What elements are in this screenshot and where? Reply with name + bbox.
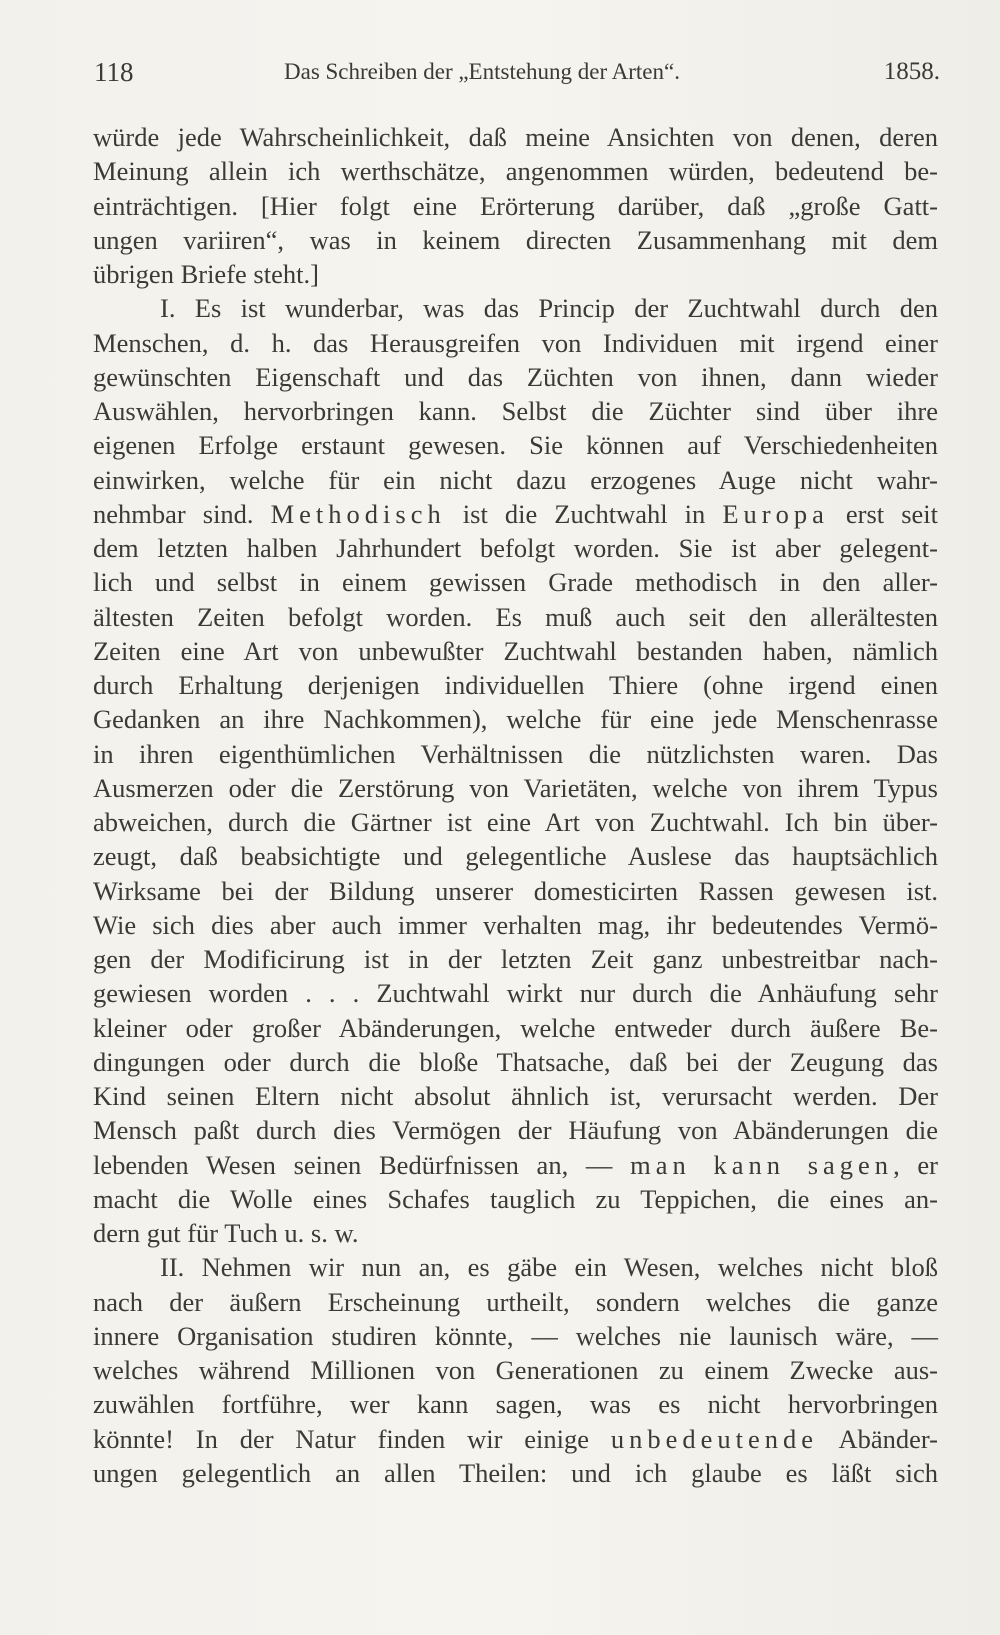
- spaced-emphasis-text: man kann sagen: [630, 1149, 894, 1180]
- text-segment: Wie sich dies aber auch immer verhalten mag, ihr bedeutendes Vermö-: [93, 909, 938, 940]
- text-line: [93, 291, 938, 325]
- text-line: [93, 702, 938, 736]
- text-line: [93, 463, 938, 497]
- text-line: [93, 257, 938, 291]
- text-line: [93, 668, 938, 702]
- text-segment: einwirken, welche für ein nicht dazu erzogenes Auge nicht wahr-: [93, 464, 938, 495]
- text-segment: nach der äußern Erscheinung urtheilt, sondern welches die ganze: [93, 1286, 938, 1317]
- text-segment: gewünschten Eigenschaft und das Züchten von ihnen, dann wieder: [93, 361, 938, 392]
- text-segment: erst seit: [828, 498, 938, 529]
- text-segment: Abänder-: [818, 1423, 938, 1454]
- text-segment: ist die Zuchtwahl in: [445, 498, 723, 529]
- text-segment: lich und selbst in einem gewissen Grade methodisch in den aller-: [93, 567, 938, 598]
- text-line: [93, 1011, 938, 1045]
- text-line: [93, 428, 938, 462]
- text-line: [93, 1250, 938, 1284]
- text-segment: nehmbar sind.: [93, 498, 271, 529]
- text-segment: lebenden Wesen seinen Bedürfnissen an, —: [93, 1149, 631, 1180]
- text-segment: dern gut für Tuch u. s. w.: [93, 1218, 359, 1248]
- text-line: [93, 908, 938, 942]
- body-text: [93, 120, 938, 1490]
- text-segment: II. Nehmen wir nun an, es gäbe ein Wesen, welches nicht bloß: [160, 1252, 938, 1283]
- text-segment: Ausmerzen oder die Zerstörung von Varietäten, welche von ihrem Typus: [93, 772, 938, 803]
- text-line: [93, 326, 938, 360]
- text-line: [93, 942, 938, 976]
- text-segment: Menschen, d. h. das Herausgreifen von Individuen mit irgend einer: [93, 327, 938, 358]
- text-line: [93, 1045, 938, 1079]
- text-line: [93, 737, 938, 771]
- text-line: [93, 874, 938, 908]
- text-segment: Kind seinen Eltern nicht absolut ähnlich ist, verursacht werden. Der: [93, 1081, 938, 1111]
- text-segment: dem letzten halben Jahrhundert befolgt worden. Sie ist aber gelegent-: [93, 533, 938, 563]
- page-number: 118: [94, 57, 134, 87]
- text-line: [93, 1319, 938, 1353]
- header-year: 1858.: [883, 58, 940, 85]
- text-segment: eigenen Erfolge erstaunt gewesen. Sie können auf Verschiedenheiten: [93, 430, 938, 461]
- text-segment: könnte! In der Natur finden wir einige: [93, 1423, 611, 1454]
- text-line: [93, 1422, 938, 1456]
- text-line: [93, 189, 938, 223]
- text-line: [93, 223, 938, 257]
- text-line: [93, 360, 938, 394]
- page-header: [94, 52, 940, 92]
- running-title: Das Schreiben der „Entstehung der Arten“.: [284, 59, 680, 84]
- text-segment: I. Es ist wunderbar, was das Princip der Zuchtwahl durch den: [160, 293, 938, 324]
- text-line: [93, 1456, 938, 1490]
- text-segment: dingungen oder durch die bloße Thatsache, daß bei der Zeugung das: [93, 1046, 938, 1077]
- text-line: [93, 1387, 938, 1421]
- text-segment: würde jede Wahrscheinlichkeit, daß meine Ansichten von denen, deren: [93, 122, 938, 152]
- text-line: [93, 1216, 938, 1250]
- text-line: [93, 771, 938, 805]
- text-line: [93, 1113, 938, 1147]
- text-segment: abweichen, durch die Gärtner ist eine Art von Zuchtwahl. Ich bin über-: [93, 807, 938, 837]
- text-segment: kleiner oder großer Abänderungen, welche entweder durch äußere Be-: [93, 1012, 938, 1043]
- text-line: [93, 839, 938, 873]
- text-line: [93, 1285, 938, 1319]
- text-segment: ungen variiren“, was in keinem directen Zusammenhang mit dem: [93, 224, 938, 255]
- text-line: [93, 1182, 938, 1216]
- text-line: [93, 1148, 938, 1182]
- text-line: [93, 600, 938, 634]
- text-segment: macht die Wolle eines Schafes tauglich zu Teppichen, die eines an-: [93, 1183, 938, 1214]
- text-line: [93, 394, 938, 428]
- text-line: [93, 634, 938, 668]
- text-line: [93, 497, 938, 531]
- spaced-emphasis-text: Europa: [722, 498, 829, 529]
- text-segment: Wirksame bei der Bildung unserer domesticirten Rassen gewesen ist.: [93, 875, 938, 906]
- text-segment: innere Organisation studiren könnte, — welches nie launisch wäre, —: [93, 1320, 938, 1351]
- text-segment: gen der Modificirung ist in der letzten Zeit ganz unbestreitbar nach-: [93, 944, 938, 974]
- text-line: [93, 565, 938, 599]
- text-segment: ältesten Zeiten befolgt worden. Es muß auch seit den allerältesten: [93, 601, 938, 632]
- text-segment: durch Erhaltung derjenigen individuellen Thiere (ohne irgend einen: [93, 670, 938, 700]
- text-segment: Gedanken an ihre Nachkommen), welche für eine jede Menschenrasse: [93, 704, 938, 735]
- text-segment: Mensch paßt durch dies Vermögen der Häufung von Abänderungen die: [93, 1115, 938, 1146]
- text-segment: , er: [893, 1149, 938, 1180]
- text-line: [93, 976, 938, 1010]
- text-segment: Auswählen, hervorbringen kann. Selbst die Züchter sind über ihre: [93, 396, 938, 426]
- text-line: [93, 531, 938, 565]
- spaced-emphasis-text: Methodisch: [270, 498, 446, 529]
- text-segment: welches während Millionen von Generationen zu einem Zwecke aus-: [93, 1355, 938, 1385]
- text-segment: einträchtigen. [Hier folgt eine Erörterung darüber, daß „große Gatt-: [93, 190, 938, 221]
- text-line: [93, 1079, 938, 1113]
- text-segment: in ihren eigenthümlichen Verhältnissen die nützlichsten waren. Das: [93, 738, 938, 769]
- text-line: [93, 120, 938, 154]
- text-segment: Zeiten eine Art von unbewußter Zuchtwahl bestanden haben, nämlich: [93, 635, 938, 666]
- text-segment: gewiesen worden . . . Zuchtwahl wirkt nur durch die Anhäufung sehr: [93, 978, 938, 1009]
- text-line: [93, 1353, 938, 1387]
- text-segment: zeugt, daß beabsichtigte und gelegentliche Auslese das hauptsächlich: [93, 841, 938, 872]
- text-segment: Meinung allein ich werthschätze, angenommen würden, bedeutend be-: [93, 156, 938, 187]
- text-segment: ungen gelegentlich an allen Theilen: und ich glaube es läßt sich: [93, 1457, 938, 1488]
- text-line: [93, 805, 938, 839]
- spaced-emphasis-text: unbedeutende: [610, 1423, 819, 1454]
- text-line: [93, 154, 938, 188]
- text-segment: übrigen Briefe steht.]: [93, 259, 319, 289]
- text-segment: zuwählen fortführe, wer kann sagen, was es nicht hervorbringen: [93, 1389, 938, 1420]
